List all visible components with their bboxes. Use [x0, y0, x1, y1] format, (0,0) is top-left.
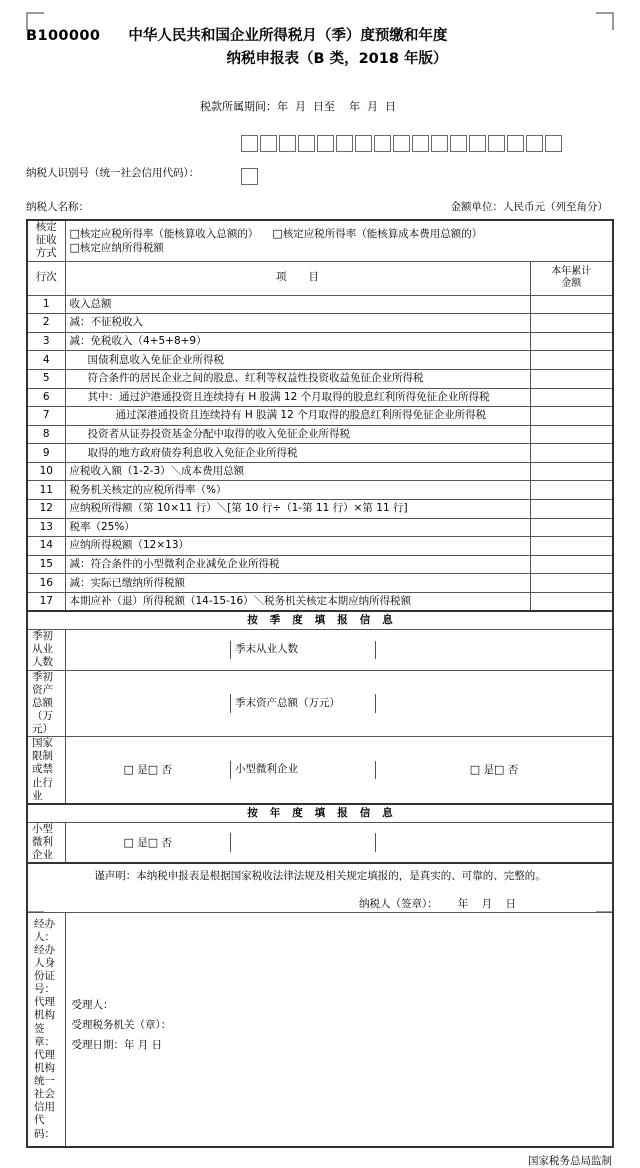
- checkbox-icon[interactable]: □: [69, 240, 80, 254]
- quarterly-label-right: 季末资产总额（万元）: [231, 694, 376, 713]
- annual-section-banner-label: 按 年 度 填 报 信 息: [27, 804, 613, 823]
- taxpayer-id-digit-box[interactable]: [317, 135, 334, 152]
- row-amount-input[interactable]: [530, 555, 613, 574]
- table-row: [27, 593, 613, 612]
- row-number: 14: [27, 537, 65, 556]
- row-number: 5: [27, 369, 65, 388]
- row-item-label: 税务机关核定的应税所得率（%）: [65, 481, 530, 500]
- table-header-row: [27, 261, 613, 295]
- quarterly-value-right[interactable]: [376, 641, 613, 660]
- row-item-label: 通过深港通投资且连续持有 H 股满 12 个月取得的股息红利所得免征企业所得税: [65, 407, 530, 426]
- assessment-option-1[interactable]: □核定应税所得率（能核算收入总额的）: [69, 226, 259, 240]
- form-title-line2: 纳税申报表（B 类，2018 年版）: [226, 50, 448, 67]
- checkbox-icon[interactable]: □: [69, 226, 80, 240]
- signature-right-item[interactable]: 受理税务机关（章）：: [71, 1019, 172, 1032]
- tax-period-label: 税款所属期间：: [200, 100, 277, 114]
- row-amount-input[interactable]: [530, 500, 613, 519]
- row-item-label: 应税收入额（1-2-3）＼成本费用总额: [65, 462, 530, 481]
- assessment-option-3[interactable]: □核定应纳所得税额: [69, 240, 164, 254]
- row-item-label: 减：符合条件的小型微利企业减免企业所得税: [65, 555, 530, 574]
- row-number: 16: [27, 574, 65, 593]
- row-amount-input[interactable]: [530, 369, 613, 388]
- taxpayer-id-digit-box[interactable]: [545, 135, 562, 152]
- taxpayer-id-digit-box[interactable]: [355, 135, 372, 152]
- table-row: [27, 351, 613, 370]
- row-item-label: 减：不征税收入: [65, 314, 530, 333]
- row-number: 11: [27, 481, 65, 500]
- no-label[interactable]: 否: [161, 763, 172, 776]
- tax-period-line: [26, 85, 614, 127]
- row-number: 1: [27, 295, 65, 314]
- row-amount-input[interactable]: [530, 574, 613, 593]
- quarterly-section-banner-label: 按 季 度 填 报 信 息: [27, 611, 613, 630]
- quarterly-value-right[interactable]: [376, 761, 613, 780]
- row-amount-input[interactable]: [530, 537, 613, 556]
- column-header-row-no: 行次: [27, 261, 65, 295]
- row-number: 12: [27, 500, 65, 519]
- table-row: [27, 555, 613, 574]
- declaration-row: [27, 863, 613, 912]
- row-item-label: 收入总额: [65, 295, 530, 314]
- table-row: [27, 388, 613, 407]
- table-row: [27, 518, 613, 537]
- table-row: [27, 425, 613, 444]
- column-header-item: 项 目: [65, 261, 530, 295]
- annual-label-left: 小型微利企业: [27, 822, 65, 863]
- taxpayer-id-area: [26, 135, 614, 197]
- quarterly-label-left: 国家限制或禁止行业: [27, 737, 65, 804]
- table-row: [27, 462, 613, 481]
- quarterly-label-left: 季初从业人数: [27, 630, 65, 670]
- quarterly-value-left[interactable]: [66, 694, 231, 713]
- row-amount-input[interactable]: [530, 518, 613, 537]
- taxpayer-id-digit-box[interactable]: [260, 135, 277, 152]
- form-code: B100000: [26, 28, 101, 44]
- row-number: 9: [27, 444, 65, 463]
- row-item-label: 本期应补（退）所得税额（14-15-16）＼税务机关核定本期应纳所得税额: [65, 593, 530, 612]
- row-number: 7: [27, 407, 65, 426]
- table-row: [27, 295, 613, 314]
- quarterly-value-right[interactable]: [376, 694, 613, 713]
- declaration-signature[interactable]: 纳税人（签章）： 年 月 日: [359, 898, 516, 911]
- row-item-label: 减：实际已缴纳所得税额: [65, 574, 530, 593]
- declaration-cell: [27, 863, 613, 912]
- signature-right-block: [65, 912, 613, 1147]
- taxpayer-id-boxes-row1[interactable]: [241, 135, 562, 152]
- checkbox-icon[interactable]: □: [272, 226, 283, 240]
- checkbox-icon[interactable]: □: [147, 835, 159, 849]
- taxpayer-id-label: 纳税人识别号（统一社会信用代码）：: [26, 167, 200, 180]
- annual-value-left[interactable]: [66, 833, 231, 852]
- table-row: [27, 369, 613, 388]
- assessment-method-label: 核定征收方式: [27, 220, 65, 261]
- no-label[interactable]: 否: [161, 836, 172, 849]
- quarterly-value-left[interactable]: [66, 761, 231, 780]
- annual-fields: [65, 822, 613, 863]
- signature-left-item[interactable]: 经办人：: [34, 917, 55, 943]
- checkbox-icon[interactable]: □: [123, 762, 134, 776]
- declaration-text: 谨声明：本纳税申报表是根据国家税收法律法规及相关规定填报的，是真实的、可靠的、完整的。: [94, 870, 546, 883]
- signature-right-item[interactable]: 受理日期：年 月 日: [71, 1039, 163, 1052]
- row-item-label: 应纳税所得额（第 10×11 行）＼[第 10 行÷（1-第 11 行）×第 11 行]: [65, 500, 530, 519]
- taxpayer-id-digit-box[interactable]: [374, 135, 391, 152]
- row-number: 13: [27, 518, 65, 537]
- row-amount-input[interactable]: [530, 444, 613, 463]
- taxpayer-id-digit-box[interactable]: [393, 135, 410, 152]
- table-row: [27, 537, 613, 556]
- row-number: 3: [27, 332, 65, 351]
- taxpayer-id-digit-box[interactable]: [279, 135, 296, 152]
- row-number: 4: [27, 351, 65, 370]
- row-item-label: 税率（25%）: [65, 518, 530, 537]
- row-amount-input[interactable]: [530, 593, 613, 612]
- amount-unit-label: 金额单位：人民币元（列至角分）: [450, 201, 608, 214]
- yes-label[interactable]: 是: [483, 763, 494, 776]
- taxpayer-id-digit-box[interactable]: [526, 135, 543, 152]
- table-row: [27, 574, 613, 593]
- row-item-label: 应纳所得税额（12×13）: [65, 537, 530, 556]
- row-item-label: 取得的地方政府债券利息收入免征企业所得税: [65, 444, 530, 463]
- signature-right-item[interactable]: 受理人：: [71, 998, 114, 1011]
- row-item-label: 符合条件的居民企业之间的股息、红利等权益性投资收益免征企业所得税: [65, 369, 530, 388]
- quarterly-label-right: 小型微利企业: [231, 761, 376, 780]
- tax-period-value[interactable]: 年 月 日至 年 月 日: [277, 100, 396, 114]
- row-number: 17: [27, 593, 65, 612]
- taxpayer-id-digit-box[interactable]: [450, 135, 467, 152]
- annual-spacer-1: [231, 833, 376, 852]
- checkbox-icon[interactable]: □: [147, 762, 159, 776]
- signature-left-item[interactable]: 经办人身份证号：: [34, 943, 55, 996]
- main-form-table: [26, 219, 614, 1148]
- assessment-method-row: [27, 220, 613, 261]
- form-title-block: [26, 26, 614, 69]
- quarterly-fields: [65, 670, 613, 737]
- yes-label[interactable]: 是: [137, 763, 148, 776]
- row-amount-input[interactable]: [530, 351, 613, 370]
- row-amount-input[interactable]: [530, 314, 613, 333]
- table-row: [27, 500, 613, 519]
- quarterly-value-left[interactable]: [66, 641, 231, 660]
- taxpayer-id-digit-box[interactable]: [412, 135, 429, 152]
- row-number: 15: [27, 555, 65, 574]
- taxpayer-id-digit-box[interactable]: [241, 135, 258, 152]
- quarterly-label-right: 季末从业人数: [231, 641, 376, 660]
- row-amount-input[interactable]: [530, 481, 613, 500]
- quarterly-label-left: 季初资产总额（万元）: [27, 670, 65, 737]
- checkbox-icon[interactable]: □: [123, 835, 134, 849]
- table-row: [27, 444, 613, 463]
- checkbox-icon[interactable]: □: [469, 762, 481, 776]
- name-unit-row: [26, 199, 614, 214]
- taxpayer-id-digit-box[interactable]: [507, 135, 524, 152]
- taxpayer-id-boxes-row2[interactable]: [241, 168, 258, 185]
- quarterly-section-banner: [27, 611, 613, 630]
- quarterly-info-row: [27, 630, 613, 670]
- assessment-option-2[interactable]: □核定应税所得率（能核算成本费用总额的）: [272, 226, 483, 240]
- signature-left-item[interactable]: 代理机构统一社会信用代码：: [34, 1048, 55, 1140]
- quarterly-info-row: [27, 737, 613, 804]
- table-row: [27, 332, 613, 351]
- row-item-label: 其中：通过沪港通投资且连续持有 H 股满 12 个月取得的股息红利所得免征企业所得税: [65, 388, 530, 407]
- table-row: [27, 407, 613, 426]
- column-header-ytd-amount: 本年累计 金额: [530, 261, 613, 295]
- assessment-method-options[interactable]: [65, 220, 613, 261]
- form-title-line1: 中华人民共和国企业所得税月（季）度预缴和年度: [128, 28, 448, 44]
- row-amount-input[interactable]: [530, 425, 613, 444]
- table-row: [27, 481, 613, 500]
- annual-spacer-2: [376, 833, 613, 852]
- taxpayer-id-digit-box[interactable]: [431, 135, 448, 152]
- annual-section-banner: [27, 804, 613, 823]
- checkbox-icon[interactable]: □: [494, 762, 505, 776]
- taxpayer-id-digit-box[interactable]: [336, 135, 353, 152]
- taxpayer-id-digit-box[interactable]: [469, 135, 486, 152]
- row-number: 6: [27, 388, 65, 407]
- annual-info-row: [27, 822, 613, 863]
- row-amount-input[interactable]: [530, 332, 613, 351]
- row-item-label: 国债利息收入免征企业所得税: [65, 351, 530, 370]
- taxpayer-id-digit-box[interactable]: [298, 135, 315, 152]
- row-number: 2: [27, 314, 65, 333]
- row-item-label: 减：免税收入（4+5+8+9）: [65, 332, 530, 351]
- row-amount-input[interactable]: [530, 295, 613, 314]
- table-row: [27, 314, 613, 333]
- row-number: 10: [27, 462, 65, 481]
- footer-note: 国家税务总局监制: [528, 1154, 612, 1167]
- taxpayer-name-label[interactable]: 纳税人名称：: [26, 201, 89, 214]
- yes-label[interactable]: 是: [137, 836, 148, 849]
- row-amount-input[interactable]: [530, 462, 613, 481]
- signature-left-item[interactable]: 代理机构签章：: [34, 996, 55, 1048]
- row-amount-input[interactable]: [530, 407, 613, 426]
- taxpayer-id-digit-box[interactable]: [488, 135, 505, 152]
- row-number: 8: [27, 425, 65, 444]
- taxpayer-id-digit-box[interactable]: [241, 168, 258, 185]
- row-item-label: 投资者从证券投资基金分配中取得的收入免征企业所得税: [65, 425, 530, 444]
- row-amount-input[interactable]: [530, 388, 613, 407]
- signature-row: [27, 912, 613, 1147]
- quarterly-fields: [65, 630, 613, 670]
- quarterly-fields: [65, 737, 613, 804]
- no-label[interactable]: 否: [507, 763, 519, 776]
- quarterly-info-row: [27, 670, 613, 737]
- signature-left-block: [27, 912, 65, 1147]
